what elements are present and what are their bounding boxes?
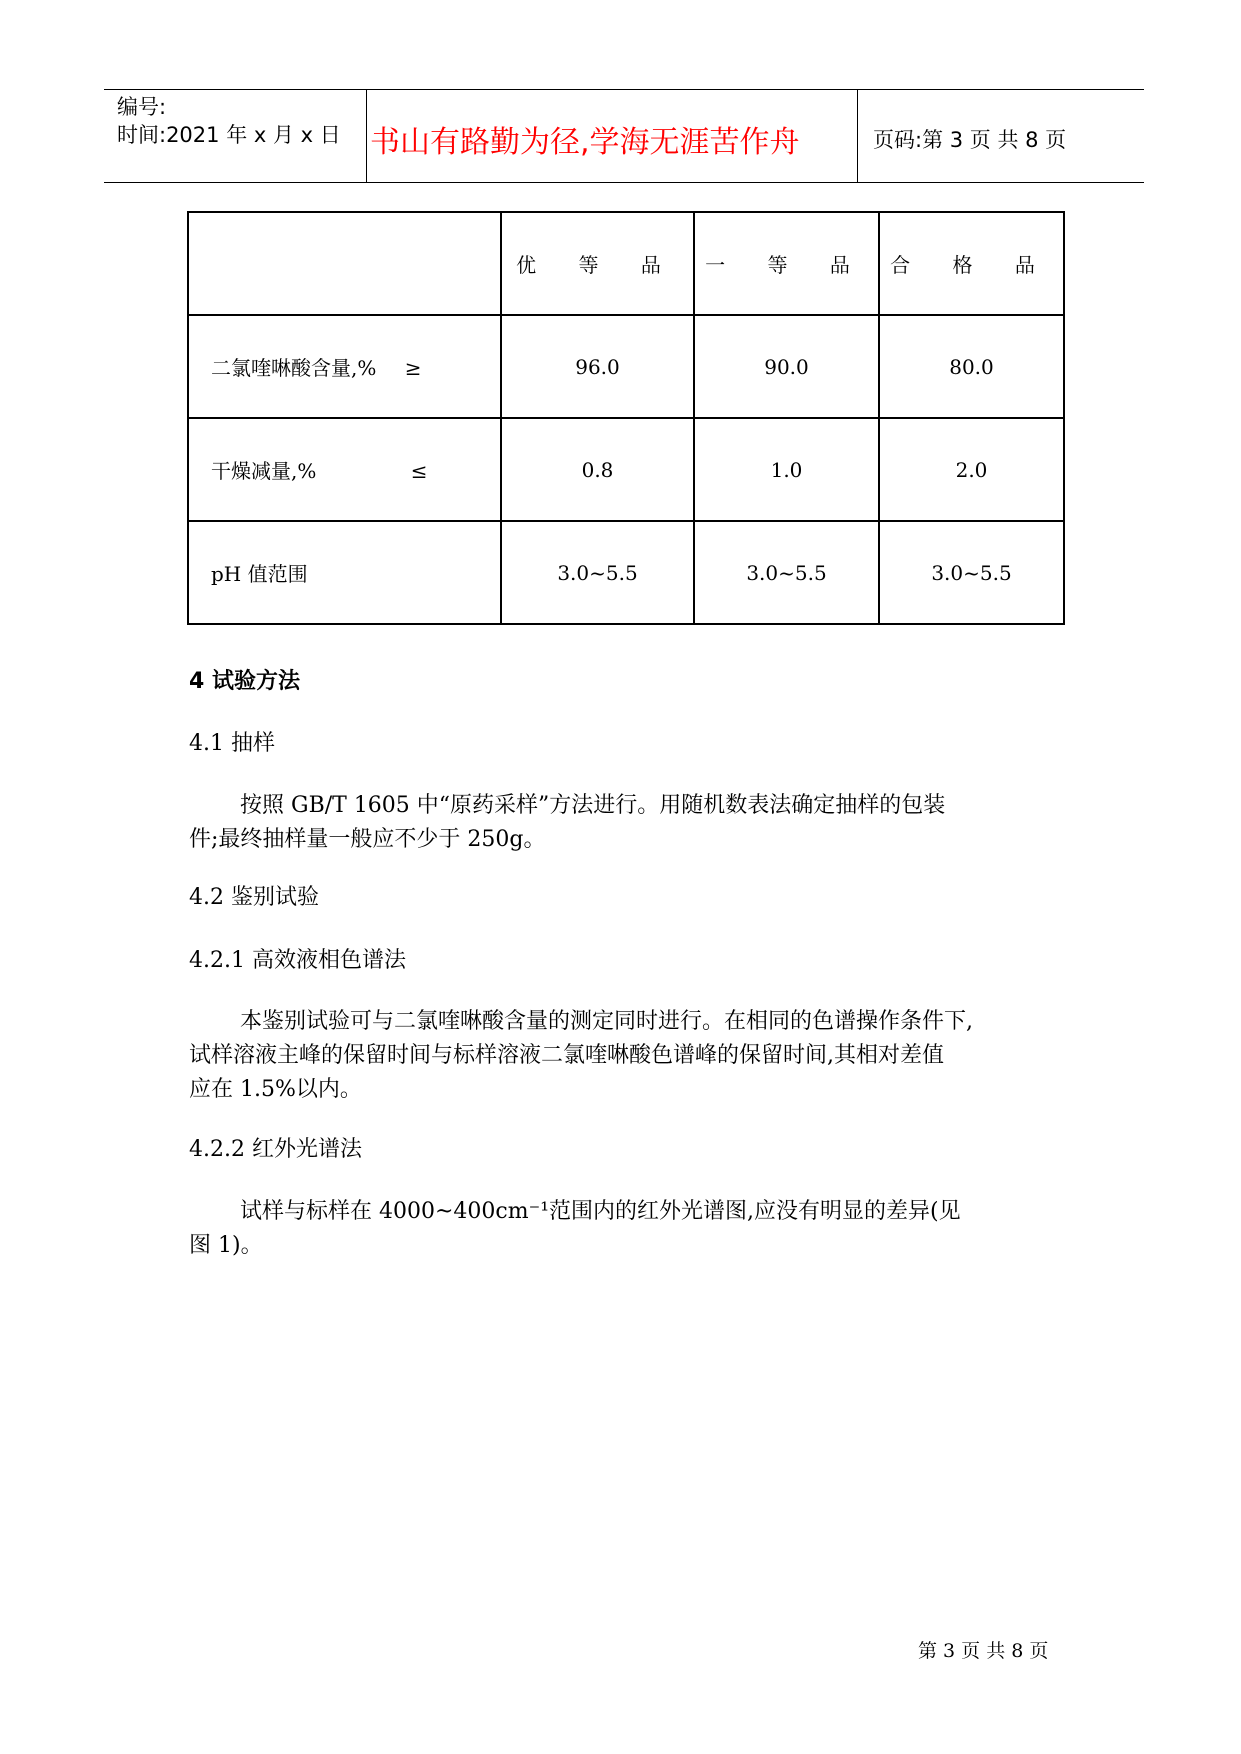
- section-4-2-2-title: 4.2.2 红外光谱法: [189, 1137, 362, 1162]
- table-cell: 3.0~5.5: [501, 521, 694, 624]
- header-grade-superior: 优 等 品: [516, 253, 679, 277]
- row-label: pH 值范围: [211, 562, 308, 586]
- table-row-label-cell: [188, 315, 501, 418]
- header-bottom-rule: [104, 182, 1144, 183]
- header-top-rule: [104, 89, 1144, 90]
- table-row: [188, 315, 1064, 418]
- header-page-number: 页码:第 3 页 共 8 页: [873, 128, 1067, 152]
- row-label: 二氯喹啉酸含量,%: [211, 356, 377, 380]
- table-cell: 3.0~5.5: [879, 521, 1064, 624]
- table-cell: 96.0: [501, 315, 694, 418]
- header-grade-first: 一 等 品: [705, 253, 868, 277]
- section-4-1-title: 4.1 抽样: [189, 731, 275, 756]
- paragraph-line: 件;最终抽样量一般应不少于 250g。: [189, 827, 546, 852]
- table-row-label-cell: [188, 521, 501, 624]
- header-motto: 书山有路勤为径,学海无涯苦作舟: [370, 125, 800, 160]
- section-4-title: 4 试验方法: [189, 669, 300, 694]
- row-symbol: ≤: [410, 459, 428, 483]
- section-4-2-1-title: 4.2.1 高效液相色谱法: [189, 948, 406, 973]
- header-divider-left: [366, 90, 367, 183]
- table-header-cell: [188, 212, 501, 315]
- table-row: [188, 418, 1064, 521]
- time-label: 时间:2021 年 x 月 x 日: [117, 123, 341, 147]
- spec-table: [187, 211, 1065, 625]
- row-symbol: ≥: [404, 356, 422, 380]
- table-cell: 2.0: [879, 418, 1064, 521]
- table-cell: 0.8: [501, 418, 694, 521]
- table-cell: 80.0: [879, 315, 1064, 418]
- table-row-label-cell: [188, 418, 501, 521]
- section-4-2-title: 4.2 鉴别试验: [189, 885, 319, 910]
- table-header-row: [188, 212, 1064, 315]
- paragraph-line: 应在 1.5%以内。: [189, 1077, 362, 1102]
- table-header-cell: [694, 212, 879, 315]
- paragraph-line: 本鉴别试验可与二氯喹啉酸含量的测定同时进行。在相同的色谱操作条件下,: [240, 1009, 973, 1034]
- paragraph-line: 图 1)。: [189, 1233, 263, 1258]
- table-row: [188, 521, 1064, 624]
- paragraph-line: 按照 GB/T 1605 中“原药采样”方法进行。用随机数表法确定抽样的包装: [240, 793, 946, 818]
- header-grade-qualified: 合 格 品: [890, 253, 1053, 277]
- table-cell: 3.0~5.5: [694, 521, 879, 624]
- paragraph-line: 试样与标样在 4000~400cm⁻¹范围内的红外光谱图,应没有明显的差异(见: [240, 1199, 961, 1224]
- table-header-cell: [501, 212, 694, 315]
- table-header-cell: [879, 212, 1064, 315]
- row-label: 干燥减量,%: [211, 459, 317, 483]
- table-cell: 1.0: [694, 418, 879, 521]
- doc-number-label: 编号:: [117, 95, 167, 119]
- paragraph-line: 试样溶液主峰的保留时间与标样溶液二氯喹啉酸色谱峰的保留时间,其相对差值: [189, 1043, 944, 1068]
- table-cell: 90.0: [694, 315, 879, 418]
- header-meta: [117, 93, 341, 149]
- footer-page-number: 第 3 页 共 8 页: [918, 1640, 1049, 1662]
